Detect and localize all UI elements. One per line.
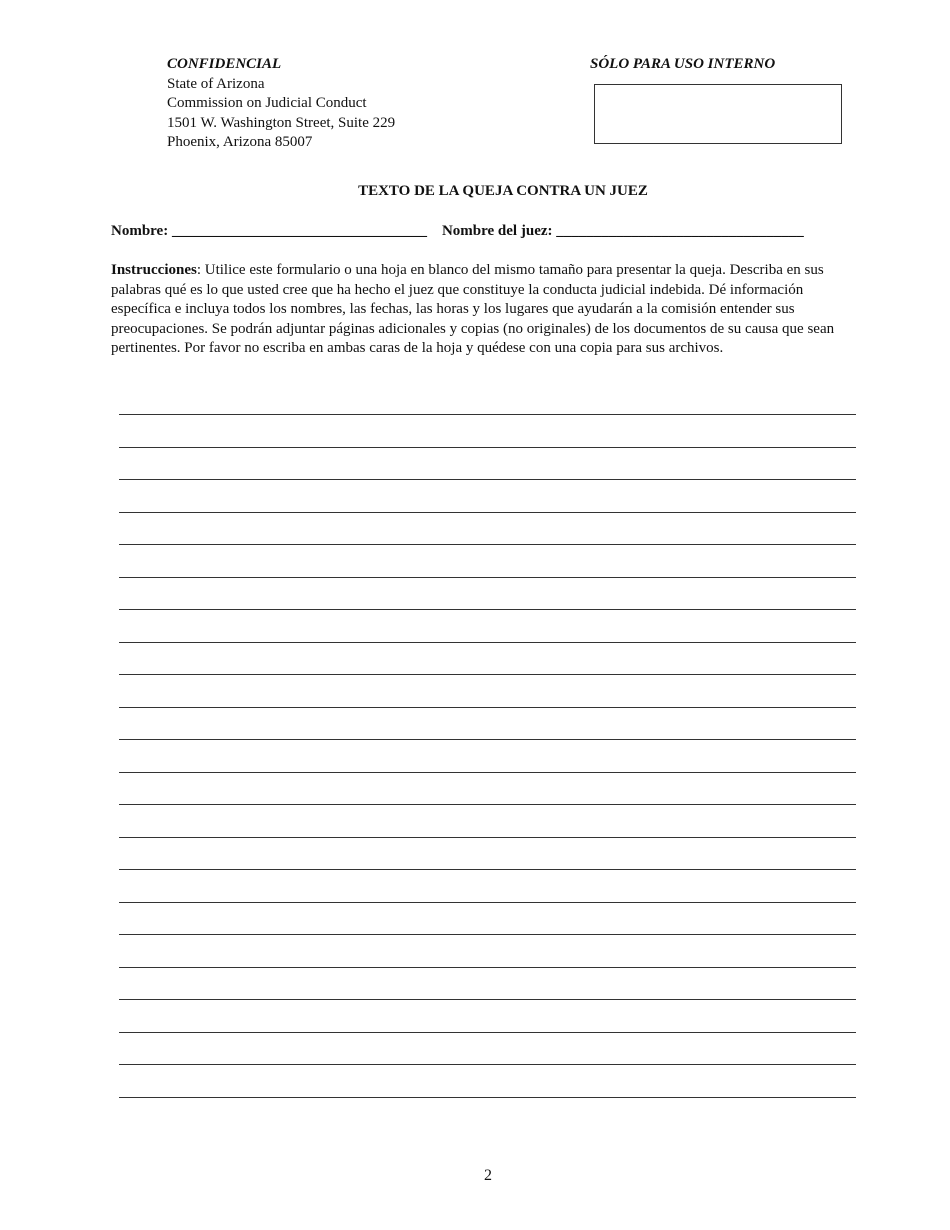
writing-line: [119, 902, 856, 903]
internal-use-box: [594, 84, 842, 144]
address-line-2: Commission on Judicial Conduct: [167, 95, 367, 111]
writing-line: [119, 577, 856, 578]
writing-line: [119, 609, 856, 610]
writing-line: [119, 967, 856, 968]
address-line-1: State of Arizona: [167, 75, 265, 92]
confidential-label: CONFIDENCIAL: [167, 56, 282, 72]
address-line-4: Phoenix, Arizona 85007: [167, 134, 313, 150]
name-label: Nombre:: [111, 223, 169, 239]
name-fields-row: [111, 223, 804, 240]
writing-line: [119, 804, 856, 805]
page-number: 2: [484, 1167, 492, 1184]
judge-name-field[interactable]: _________________________________: [556, 223, 804, 239]
writing-line: [119, 869, 856, 870]
name-field[interactable]: __________________________________: [171, 223, 427, 239]
writing-line: [119, 544, 856, 545]
writing-line: [119, 707, 856, 708]
sender-address-block: [167, 55, 395, 153]
address-line-3: 1501 W. Washington Street, Suite 229: [167, 114, 396, 131]
writing-line: [119, 447, 856, 448]
writing-line: [119, 1032, 856, 1033]
writing-line: [119, 512, 856, 513]
writing-line: [119, 1064, 856, 1065]
writing-line: [119, 1097, 856, 1098]
writing-line: [119, 479, 856, 480]
internal-use-label: SÓLO PARA USO INTERNO: [590, 56, 776, 72]
instructions-text: : Utilice este formulario o una hoja en blanco del mismo tamaño para presentar la queja. Describa en sus palabras qué es lo que usted cree que ha hecho el juez que constituye la conducta judicial indebida. Dé información específica e incluya todos los nombres, las fechas, las horas y los lugares que ayudarán a la comisión entender sus preocupaciones. Se podrán adjuntar páginas adicionales y copias (no originales) de los documentos de su causa que sean pertinentes. Por favor no escriba en ambas caras de la hoja y quédese con una copia para sus archivos.: [111, 262, 835, 356]
writing-line: [119, 642, 856, 643]
writing-line: [119, 772, 856, 773]
writing-line: [119, 999, 856, 1000]
complaint-writing-area[interactable]: [119, 414, 856, 1129]
instructions-paragraph: [111, 261, 841, 359]
writing-line: [119, 837, 856, 838]
writing-line: [119, 739, 856, 740]
writing-line: [119, 934, 856, 935]
instructions-label: Instrucciones: [111, 262, 197, 278]
judge-name-label: Nombre del juez:: [441, 223, 553, 239]
form-title: TEXTO DE LA QUEJA CONTRA UN JUEZ: [358, 183, 648, 199]
writing-line: [119, 414, 856, 415]
writing-line: [119, 674, 856, 675]
